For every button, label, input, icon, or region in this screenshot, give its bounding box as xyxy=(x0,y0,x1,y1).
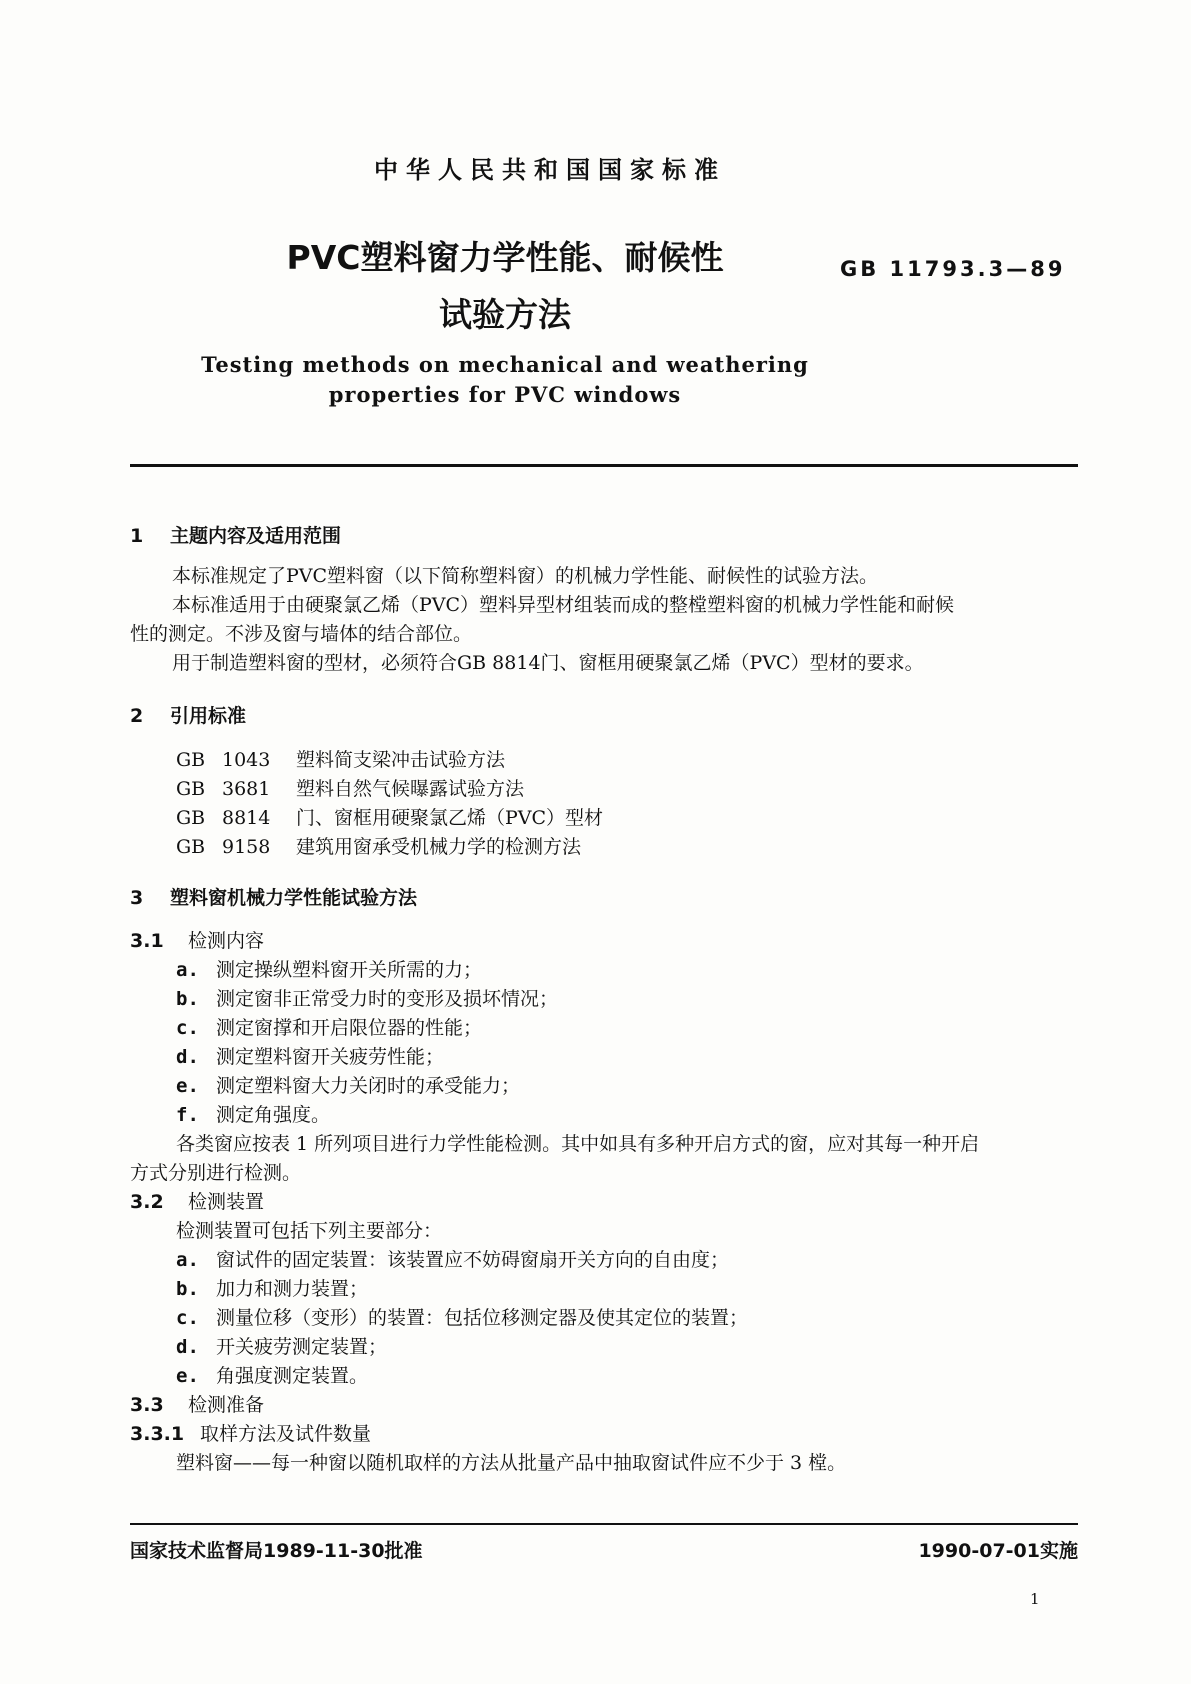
header-divider xyxy=(130,464,1078,467)
subsection-number: 3.1 xyxy=(130,930,164,952)
section-title: 主题内容及适用范围 xyxy=(170,525,342,547)
section-3-heading xyxy=(130,883,417,910)
list-text: 窗试件的固定装置：该装置应不妨碍窗扇开关方向的自由度； xyxy=(216,1249,730,1271)
list-marker: e. xyxy=(176,1075,199,1097)
reference-item xyxy=(176,803,603,830)
list-marker: d. xyxy=(176,1046,199,1068)
subsection-number: 3.3.1 xyxy=(130,1423,185,1445)
list-item xyxy=(176,1303,748,1330)
section-number: 2 xyxy=(130,705,144,727)
paragraph-continuation: 方式分别进行检测。 xyxy=(130,1162,302,1184)
list-item xyxy=(176,1332,387,1359)
list-item xyxy=(176,1274,368,1301)
subsection-3-3-heading xyxy=(130,1390,264,1417)
section-title: 引用标准 xyxy=(170,705,247,727)
subsection-3-1-heading xyxy=(130,926,264,953)
issuer-heading: 中华人民共和国国家标准 xyxy=(374,156,726,184)
list-text: 开关疲劳测定装置； xyxy=(216,1336,388,1358)
list-text: 测定窗非正常受力时的变形及损坏情况； xyxy=(216,988,559,1010)
subsection-number: 3.3 xyxy=(130,1394,164,1416)
subsection-title: 检测装置 xyxy=(188,1191,265,1213)
title-line-2: 试验方法 xyxy=(439,295,571,334)
paragraph: 本标准规定了PVC塑料窗（以下简称塑料窗）的机械力学性能、耐候性的试验方法。 xyxy=(172,565,879,587)
list-item xyxy=(176,1042,444,1069)
paragraph-continuation: 性的测定。不涉及窗与墙体的结合部位。 xyxy=(130,623,473,645)
paragraph: 检测装置可包括下列主要部分： xyxy=(176,1220,443,1242)
list-item xyxy=(176,1013,482,1040)
ref-title: 门、窗框用硬聚氯乙烯（PVC）型材 xyxy=(296,807,604,829)
title-line-1: PVC塑料窗力学性能、耐候性 xyxy=(286,238,724,277)
standard-number: GB 11793.3—89 xyxy=(840,257,1066,281)
paragraph: 用于制造塑料窗的型材，必须符合GB 8814门、窗框用硬聚氯乙烯（PVC）型材的要求。 xyxy=(172,652,924,674)
section-2-heading xyxy=(130,701,246,728)
list-marker: d. xyxy=(176,1336,199,1358)
ref-code: 9158 xyxy=(222,836,271,858)
ref-prefix: GB xyxy=(176,836,206,858)
list-text: 测定塑料窗大力关闭时的承受能力； xyxy=(216,1075,521,1097)
subsection-title: 检测内容 xyxy=(188,930,265,952)
subsection-title: 取样方法及试件数量 xyxy=(200,1423,372,1445)
reference-item xyxy=(176,745,505,772)
ref-title: 塑料自然气候曝露试验方法 xyxy=(296,778,525,800)
ref-title: 建筑用窗承受机械力学的检测方法 xyxy=(296,836,582,858)
list-item xyxy=(176,1245,729,1272)
list-text: 测量位移（变形）的装置：包括位移测定器及使其定位的装置； xyxy=(216,1307,749,1329)
list-marker: a. xyxy=(176,1249,199,1271)
section-number: 3 xyxy=(130,887,144,909)
english-title-line-1: Testing methods on mechanical and weathering xyxy=(201,352,809,377)
list-marker: c. xyxy=(176,1307,199,1329)
effective-date: 1990-07-01实施 xyxy=(918,1540,1078,1562)
list-marker: a. xyxy=(176,959,199,981)
list-text: 测定操纵塑料窗开关所需的力； xyxy=(216,959,483,981)
ref-code: 1043 xyxy=(222,749,271,771)
approval-date: 国家技术监督局1989-11-30批准 xyxy=(130,1540,423,1562)
page-number: 1 xyxy=(1030,1590,1040,1608)
english-title-line-2: properties for PVC windows xyxy=(328,382,682,407)
paragraph: 各类窗应按表 1 所列项目进行力学性能检测。其中如具有多种开启方式的窗，应对其每一种开启 xyxy=(176,1133,980,1155)
list-marker: e. xyxy=(176,1365,199,1387)
list-text: 加力和测力装置； xyxy=(216,1278,369,1300)
list-marker: f. xyxy=(176,1104,199,1126)
subsection-title: 检测准备 xyxy=(188,1394,265,1416)
list-item xyxy=(176,984,558,1011)
footer-divider xyxy=(130,1523,1078,1525)
paragraph: 塑料窗——每一种窗以随机取样的方法从批量产品中抽取窗试件应不少于 3 樘。 xyxy=(176,1452,847,1474)
list-text: 测定角强度。 xyxy=(216,1104,331,1126)
ref-prefix: GB xyxy=(176,749,206,771)
list-item xyxy=(176,1100,330,1127)
reference-item xyxy=(176,774,524,801)
subsection-number: 3.2 xyxy=(130,1191,164,1213)
list-item xyxy=(176,1071,520,1098)
section-number: 1 xyxy=(130,525,144,547)
list-item xyxy=(176,955,482,982)
list-text: 测定塑料窗开关疲劳性能； xyxy=(216,1046,445,1068)
list-text: 角强度测定装置。 xyxy=(216,1365,369,1387)
ref-code: 8814 xyxy=(222,807,271,829)
ref-prefix: GB xyxy=(176,807,206,829)
list-marker: b. xyxy=(176,1278,199,1300)
subsection-3-2-heading xyxy=(130,1187,264,1214)
ref-prefix: GB xyxy=(176,778,206,800)
section-1-heading xyxy=(130,521,341,548)
list-text: 测定窗撑和开启限位器的性能； xyxy=(216,1017,483,1039)
ref-code: 3681 xyxy=(222,778,271,800)
list-marker: c. xyxy=(176,1017,199,1039)
list-item xyxy=(176,1361,368,1388)
list-marker: b. xyxy=(176,988,199,1010)
subsection-3-3-1-heading xyxy=(130,1419,371,1446)
section-title: 塑料窗机械力学性能试验方法 xyxy=(170,887,418,909)
reference-item xyxy=(176,832,581,859)
paragraph: 本标准适用于由硬聚氯乙烯（PVC）塑料异型材组装而成的整樘塑料窗的机械力学性能和耐候 xyxy=(172,594,955,616)
ref-title: 塑料简支梁冲击试验方法 xyxy=(296,749,506,771)
